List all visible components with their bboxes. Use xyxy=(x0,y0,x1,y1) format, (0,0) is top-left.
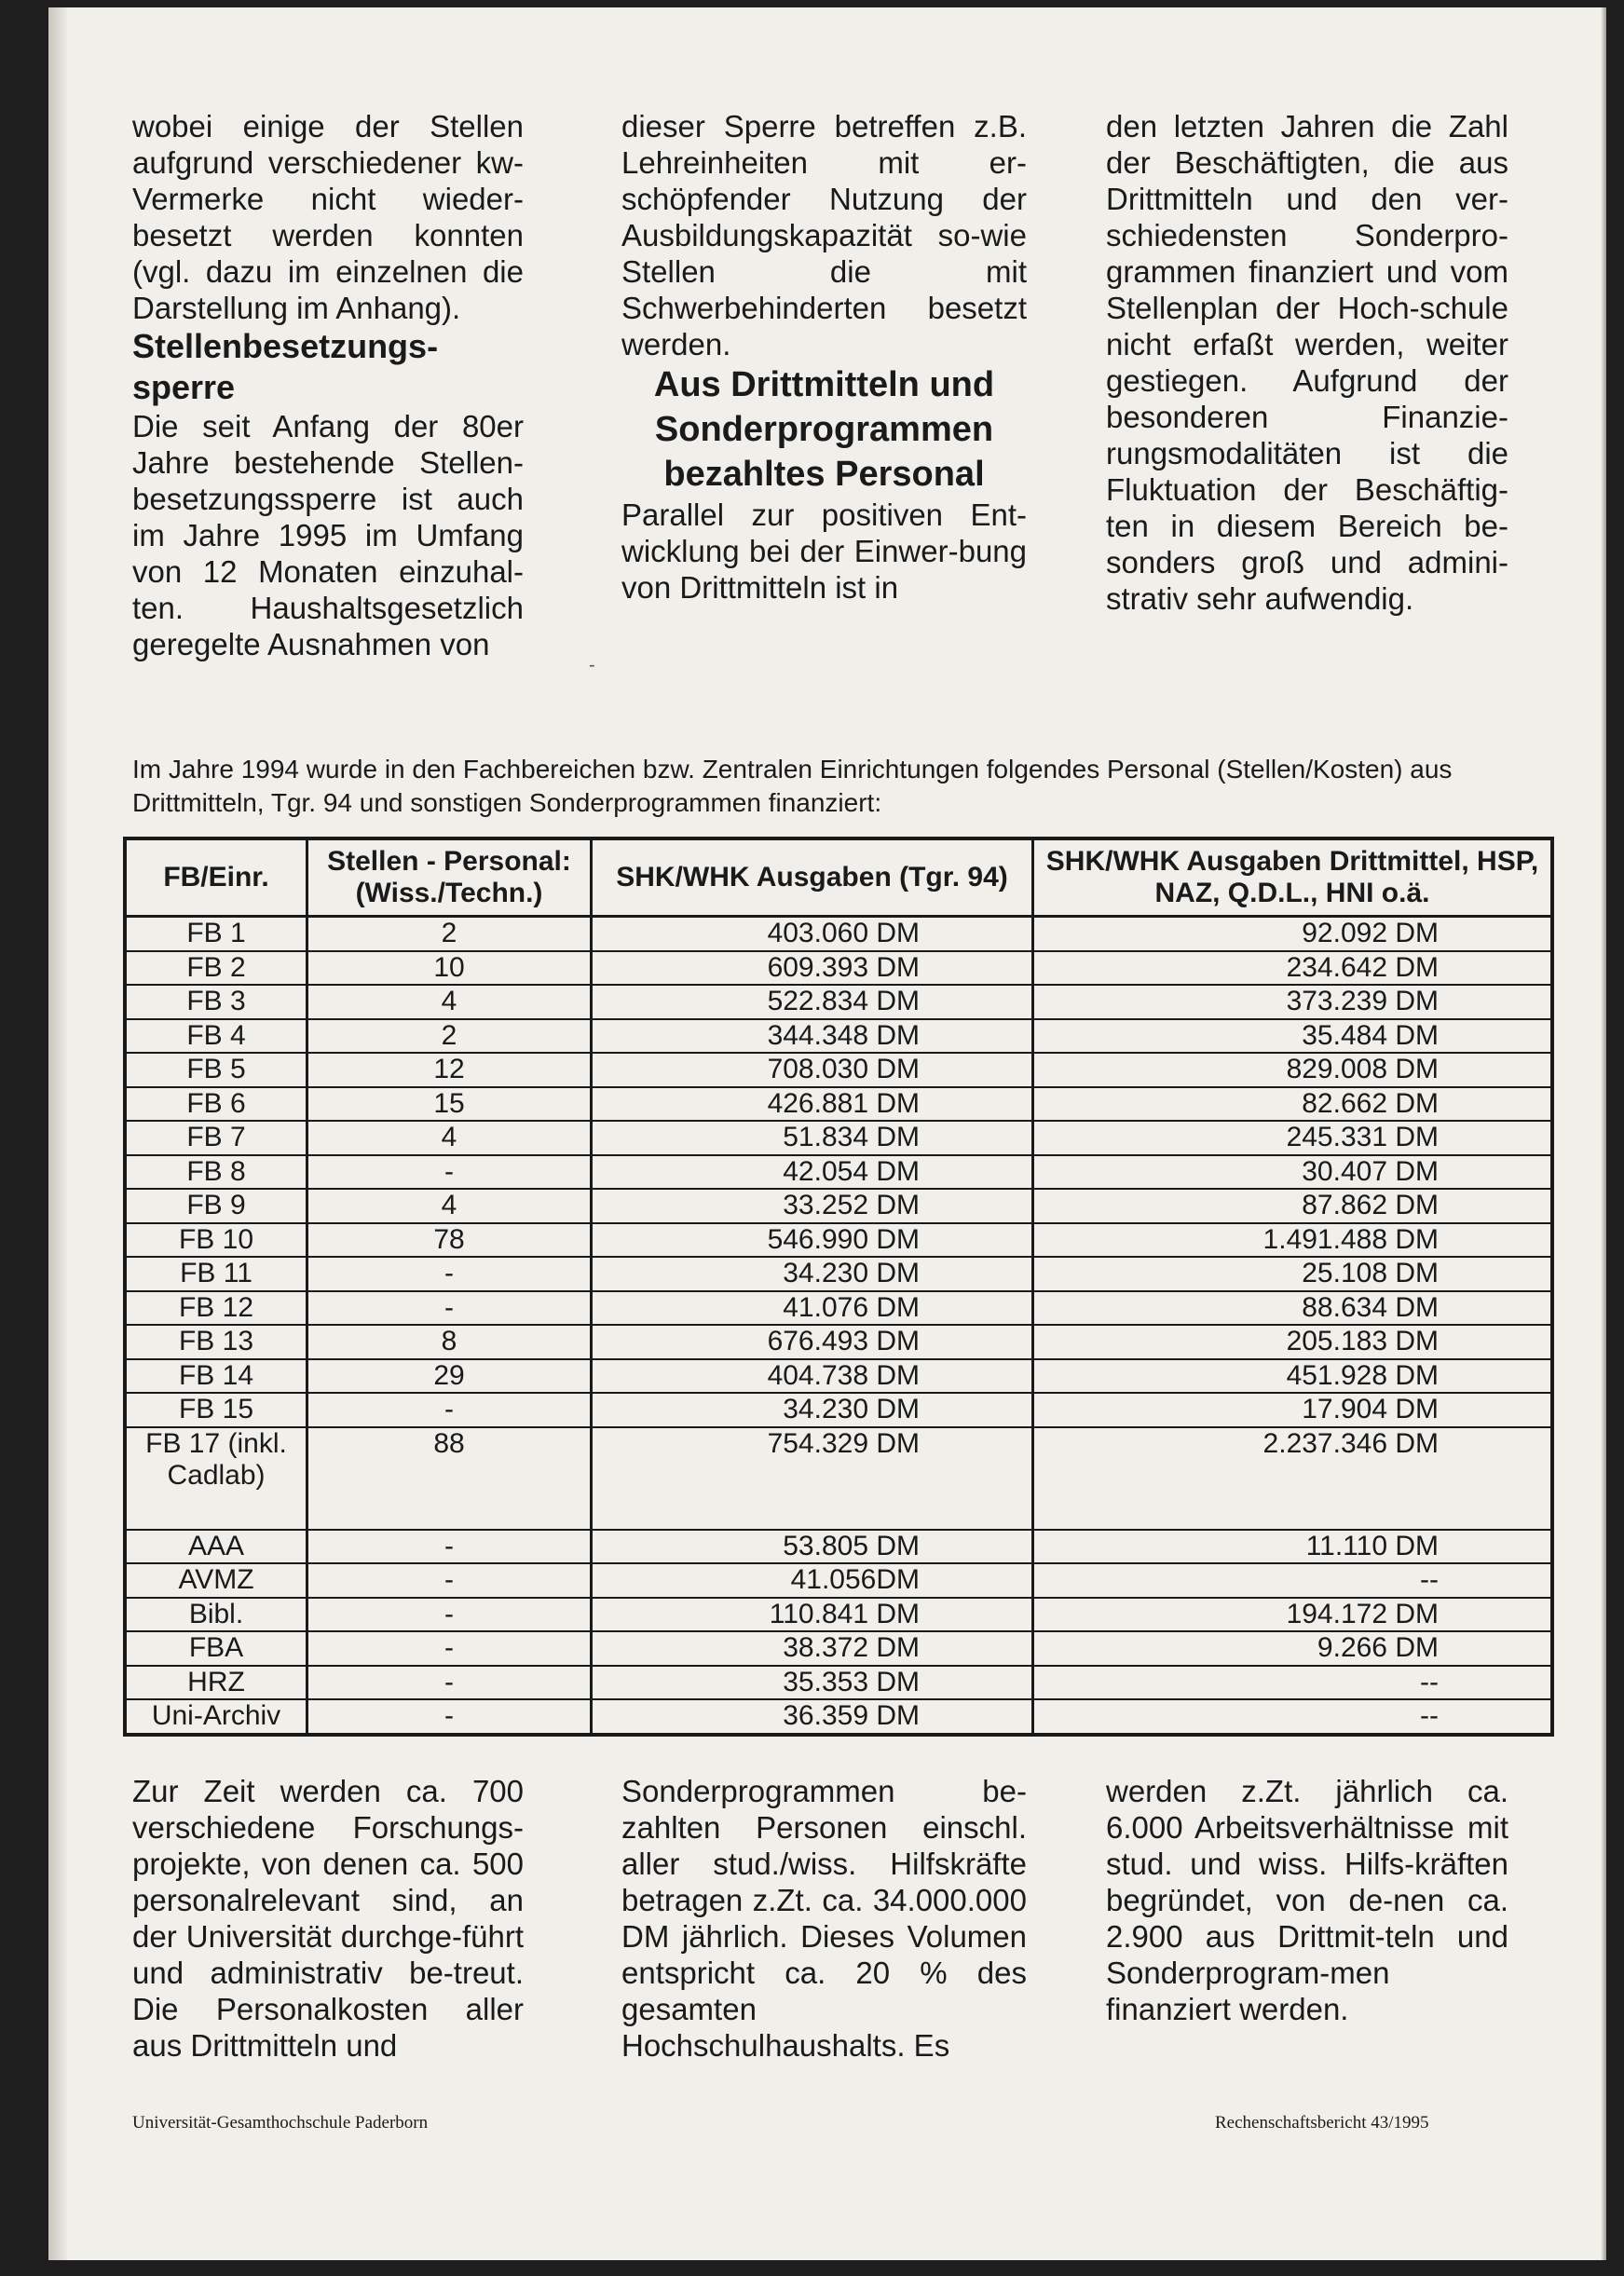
table-cell: - xyxy=(307,1563,592,1598)
table-cell: 829.008 DM xyxy=(1033,1053,1553,1087)
table-cell: 88.634 DM xyxy=(1033,1291,1553,1326)
column-header: SHK/WHK Ausgaben Drittmittel, HSP, NAZ, Q.D.L., HNI o.ä. xyxy=(1033,838,1553,917)
table-row xyxy=(125,1155,1552,1190)
page-binding-edge xyxy=(48,7,67,2260)
paragraph: Zur Zeit werden ca. 700 verschiedene Forschungs-projekte, von denen ca. 500 personalrelevant sind, an der Universität durchge-führt und administrativ be-treut. Die Personalkosten aller aus Drittmitteln und xyxy=(132,1774,524,2063)
table-cell: 194.172 DM xyxy=(1033,1598,1553,1632)
table-row xyxy=(125,1393,1552,1427)
table-cell: FB 11 xyxy=(125,1257,307,1291)
table-cell: 426.881 DM xyxy=(592,1087,1033,1122)
paragraph: wobei einige der Stellen aufgrund verschiedener kw-Vermerke nicht wieder-besetzt werden konnten (vgl. dazu im einzelnen die Darstellung im Anhang). xyxy=(132,109,524,325)
table-caption: Im Jahre 1994 wurde in den Fachbereichen bzw. Zentralen Einrichtungen folgendes Personal (Stellen/Kosten) aus Drittmitteln, Tgr. 94 und sonstigen Sonderprogrammen finanziert: xyxy=(132,755,1453,817)
table-cell: 88 xyxy=(307,1427,592,1530)
table-row xyxy=(125,1121,1552,1155)
table-cell: 33.252 DM xyxy=(592,1189,1033,1223)
text-column-1 xyxy=(132,108,524,662)
table-cell: 403.060 DM xyxy=(592,917,1033,951)
paragraph: den letzten Jahren die Zahl der Beschäftigten, die aus Drittmitteln und den ver-schiedensten Sonderpro-grammen finanziert und vom Stellenplan der Hoch-schule nicht erfaßt werden, weiter gestiegen. Aufgrund der besonderen Finanzie-rungsmodalitäten ist die Fluktuation der Beschäftig-ten in diesem Bereich be-sonders groß und admini-strativ sehr aufwendig. xyxy=(1106,109,1508,616)
table-row xyxy=(125,951,1552,986)
table-row xyxy=(125,1019,1552,1054)
table-cell: 344.348 DM xyxy=(592,1019,1033,1054)
table-cell: FB 15 xyxy=(125,1393,307,1427)
table-cell: FB 2 xyxy=(125,951,307,986)
table-cell: FB 9 xyxy=(125,1189,307,1223)
table-row xyxy=(125,1325,1552,1359)
table-cell: FB 12 xyxy=(125,1291,307,1326)
table-cell: 522.834 DM xyxy=(592,985,1033,1019)
table-cell: - xyxy=(307,1666,592,1700)
table-cell: 87.862 DM xyxy=(1033,1189,1553,1223)
table-cell: 234.642 DM xyxy=(1033,951,1553,986)
footer-report-number: Rechenschaftsbericht 43/1995 xyxy=(1215,2113,1429,2133)
table-cell: FB 3 xyxy=(125,985,307,1019)
table-header-row xyxy=(125,838,1552,917)
text-column-2-lower xyxy=(621,1773,1027,2064)
table-cell: FB 17 (inkl. Cadlab) xyxy=(125,1427,307,1530)
column-header: FB/Einr. xyxy=(125,838,307,917)
table-cell: 1.491.488 DM xyxy=(1033,1223,1553,1258)
table-row xyxy=(125,1530,1552,1564)
paragraph: Parallel zur positiven Ent-wicklung bei der Einwer-bung von Drittmitteln ist in xyxy=(621,497,1027,605)
table-cell: 35.484 DM xyxy=(1033,1019,1553,1054)
table-cell: 92.092 DM xyxy=(1033,917,1553,951)
table-cell: 205.183 DM xyxy=(1033,1325,1553,1359)
table-cell: -- xyxy=(1033,1666,1553,1700)
table-cell: - xyxy=(307,1155,592,1190)
table-cell: FB 5 xyxy=(125,1053,307,1087)
table-cell: 10 xyxy=(307,951,592,986)
text-column-3-lower xyxy=(1106,1773,1508,2027)
table-cell: 15 xyxy=(307,1087,592,1122)
table-cell: 42.054 DM xyxy=(592,1155,1033,1190)
table-cell: 51.834 DM xyxy=(592,1121,1033,1155)
document-page xyxy=(48,7,1606,2260)
table-cell: 676.493 DM xyxy=(592,1325,1033,1359)
table-row xyxy=(125,917,1552,951)
table-row xyxy=(125,1053,1552,1087)
table-cell: 53.805 DM xyxy=(592,1530,1033,1564)
table-cell: Uni-Archiv xyxy=(125,1699,307,1735)
table-cell: FB 14 xyxy=(125,1359,307,1394)
table-cell: 34.230 DM xyxy=(592,1393,1033,1427)
footer-institution: Universität-Gesamthochschule Paderborn xyxy=(132,2113,429,2133)
table-row xyxy=(125,985,1552,1019)
table-cell: 4 xyxy=(307,1121,592,1155)
paragraph: Die seit Anfang der 80er Jahre bestehende Stellen-besetzungssperre ist auch im Jahre 1995 im Umfang von 12 Monaten einzuhal-ten. Haushaltsgesetzlich geregelte Ausnahmen von xyxy=(132,409,524,661)
table-cell: FB 6 xyxy=(125,1087,307,1122)
table-cell: 29 xyxy=(307,1359,592,1394)
table-cell: 41.056DM xyxy=(592,1563,1033,1598)
table-row xyxy=(125,1427,1552,1530)
table-cell: 11.110 DM xyxy=(1033,1530,1553,1564)
table-cell: 110.841 DM xyxy=(592,1598,1033,1632)
table-cell: 8 xyxy=(307,1325,592,1359)
table-cell: - xyxy=(307,1291,592,1326)
text-column-3 xyxy=(1106,108,1508,617)
table-cell: 2.237.346 DM xyxy=(1033,1427,1553,1530)
table-cell: - xyxy=(307,1530,592,1564)
table-cell: Bibl. xyxy=(125,1598,307,1632)
paragraph: Sonderprogrammen be-zahlten Personen einschl. aller stud./wiss. Hilfskräfte betragen z.Zt. ca. 34.000.000 DM jährlich. Dieses Volumen entspricht ca. 20 % des gesamten Hochschulhaushalts. Es xyxy=(621,1774,1027,2063)
table-cell: 2 xyxy=(307,917,592,951)
table-cell: 35.353 DM xyxy=(592,1666,1033,1700)
table-row xyxy=(125,1223,1552,1258)
text-column-2 xyxy=(621,108,1027,606)
table-cell: 25.108 DM xyxy=(1033,1257,1553,1291)
text-column-1-lower xyxy=(132,1773,524,2064)
paragraph: werden z.Zt. jährlich ca. 6.000 Arbeitsverhältnisse mit stud. und wiss. Hilfs-kräften begründet, von de-nen ca. 2.900 aus Drittmit-teln und Sonderprogram-men finanziert werden. xyxy=(1106,1774,1508,2026)
table-row xyxy=(125,1598,1552,1632)
table-cell: 754.329 DM xyxy=(592,1427,1033,1530)
table-cell: 30.407 DM xyxy=(1033,1155,1553,1190)
section-heading-drittmittel-personal: Aus Drittmitteln und Sonderprogrammen bezahltes Personal xyxy=(653,365,995,494)
column-header: SHK/WHK Ausgaben (Tgr. 94) xyxy=(592,838,1033,917)
section-heading-stellenbesetzungssperre: Stellenbesetzungs-sperre xyxy=(132,327,439,406)
table-cell: 9.266 DM xyxy=(1033,1631,1553,1666)
table-cell: 38.372 DM xyxy=(592,1631,1033,1666)
table-cell: AAA xyxy=(125,1530,307,1564)
table-cell: - xyxy=(307,1598,592,1632)
table-cell: 4 xyxy=(307,1189,592,1223)
table-cell: FB 10 xyxy=(125,1223,307,1258)
table-cell: FBA xyxy=(125,1631,307,1666)
table-cell: 78 xyxy=(307,1223,592,1258)
table-cell: - xyxy=(307,1257,592,1291)
table-cell: HRZ xyxy=(125,1666,307,1700)
table-cell: 12 xyxy=(307,1053,592,1087)
table-cell: 2 xyxy=(307,1019,592,1054)
table-row xyxy=(125,1666,1552,1700)
table-cell: 546.990 DM xyxy=(592,1223,1033,1258)
table-row xyxy=(125,1257,1552,1291)
table-cell: - xyxy=(307,1699,592,1735)
column-header: Stellen - Personal: (Wiss./Techn.) xyxy=(307,838,592,917)
table-cell: -- xyxy=(1033,1699,1553,1735)
table-row xyxy=(125,1291,1552,1326)
table-cell: 708.030 DM xyxy=(592,1053,1033,1087)
table-cell: 82.662 DM xyxy=(1033,1087,1553,1122)
table-cell: 245.331 DM xyxy=(1033,1121,1553,1155)
table-row xyxy=(125,1699,1552,1735)
table-row xyxy=(125,1189,1552,1223)
table-cell: FB 4 xyxy=(125,1019,307,1054)
table-cell: 451.928 DM xyxy=(1033,1359,1553,1394)
table-cell: -- xyxy=(1033,1563,1553,1598)
table-cell: FB 8 xyxy=(125,1155,307,1190)
personnel-table xyxy=(123,837,1554,1737)
table-cell: 41.076 DM xyxy=(592,1291,1033,1326)
table-cell: FB 1 xyxy=(125,917,307,951)
table-cell: 17.904 DM xyxy=(1033,1393,1553,1427)
table-cell: AVMZ xyxy=(125,1563,307,1598)
table-cell: 34.230 DM xyxy=(592,1257,1033,1291)
table-row xyxy=(125,1087,1552,1122)
table-cell: 4 xyxy=(307,985,592,1019)
table-cell: 404.738 DM xyxy=(592,1359,1033,1394)
table-cell: - xyxy=(307,1393,592,1427)
table-row xyxy=(125,1631,1552,1666)
table-cell: 609.393 DM xyxy=(592,951,1033,986)
table-cell: FB 13 xyxy=(125,1325,307,1359)
page-right-edge xyxy=(1601,7,1606,2260)
paragraph: dieser Sperre betreffen z.B. Lehreinheiten mit er-schöpfender Nutzung der Ausbildungskapazität so-wie Stellen die mit Schwerbehinderten besetzt werden. xyxy=(621,109,1027,361)
table-cell: 373.239 DM xyxy=(1033,985,1553,1019)
table-cell: - xyxy=(307,1631,592,1666)
table-cell: FB 7 xyxy=(125,1121,307,1155)
stray-mark: - xyxy=(589,655,595,675)
table-cell: 36.359 DM xyxy=(592,1699,1033,1735)
table-row xyxy=(125,1563,1552,1598)
table-row xyxy=(125,1359,1552,1394)
